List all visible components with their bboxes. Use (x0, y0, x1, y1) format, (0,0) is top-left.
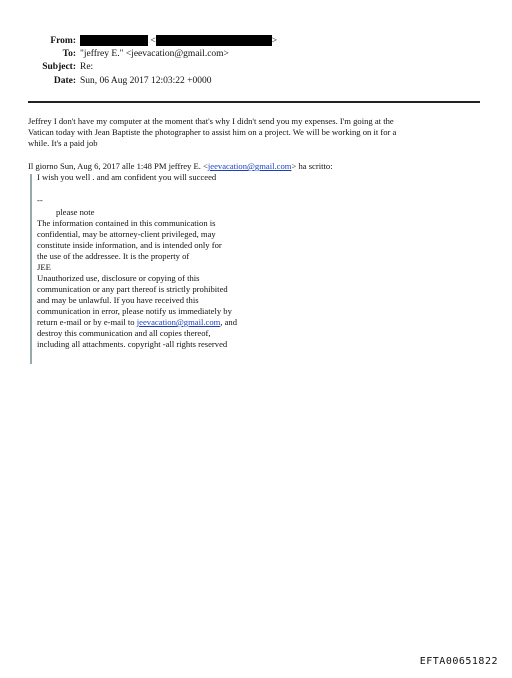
date-label: Date: (53, 76, 76, 86)
quote-bar (30, 174, 32, 364)
subject-value: Re: (80, 62, 94, 72)
email-link[interactable]: jeevacation@gmail.com (136, 317, 221, 327)
disclaimer-10-before: return e-mail or by e-mail to (37, 317, 137, 327)
date-value: Sun, 06 Aug 2017 12:03:22 +0000 (80, 76, 212, 86)
body-line-3: while. It's a paid job (28, 138, 98, 148)
from-angle-open: < (150, 36, 156, 46)
disclaimer-8: and may be unlawful. If you have received this (37, 295, 199, 305)
quote-intro (28, 161, 333, 172)
quote-intro-after: > ha scritto: (291, 161, 333, 171)
body-line-2: Vatican today with Jean Baptiste the photographer to assist him on a project. We will be working on it for a (28, 127, 397, 137)
disclaimer-12: including all attachments. copyright -all rights reserved (37, 339, 228, 349)
subject-label: Subject: (42, 62, 76, 72)
email-header (0, 0, 512, 100)
disclaimer-5: JEE (37, 262, 51, 272)
redaction-bar (80, 35, 148, 46)
disclaimer-6: Unauthorized use, disclosure or copying of this (37, 273, 200, 283)
disclaimer-3: constitute inside information, and is intended only for (37, 240, 222, 250)
quote-line-1: I wish you well . and am confident you will succeed (37, 172, 217, 182)
quote-dashes: -- (37, 195, 43, 205)
disclaimer-9: communication in error, please notify us immediately by (37, 306, 232, 316)
from-label: From: (50, 36, 76, 46)
please-note: please note (56, 207, 95, 217)
to-label: To: (62, 49, 76, 59)
disclaimer-11: destroy this communication and all copies thereof, (37, 328, 211, 338)
disclaimer-4: the use of the addressee. It is the property of (37, 251, 190, 261)
quote-intro-before: Il giorno Sun, Aug 6, 2017 alle 1:48 PM jeffrey E. < (28, 161, 208, 171)
body-line-1: Jeffrey I don't have my computer at the moment that's why I didn't send you my expenses. I'm going at the (28, 116, 394, 126)
disclaimer-10 (37, 317, 237, 328)
document-id: EFTA00651822 (419, 656, 498, 667)
disclaimer-2: confidential, may be attorney-client privileged, may (37, 229, 216, 239)
from-value (80, 35, 277, 47)
from-angle-close: > (271, 36, 278, 46)
disclaimer-7: communication or any part thereof is strictly prohibited (37, 284, 228, 294)
header-divider (28, 101, 480, 103)
disclaimer-10-after: , and (220, 317, 238, 327)
redaction-bar (156, 35, 272, 46)
email-link[interactable]: jeevacation@gmail.com (207, 161, 292, 171)
to-value: "jeffrey E." <jeevacation@gmail.com> (80, 49, 229, 59)
disclaimer-1: The information contained in this communication is (37, 218, 216, 228)
